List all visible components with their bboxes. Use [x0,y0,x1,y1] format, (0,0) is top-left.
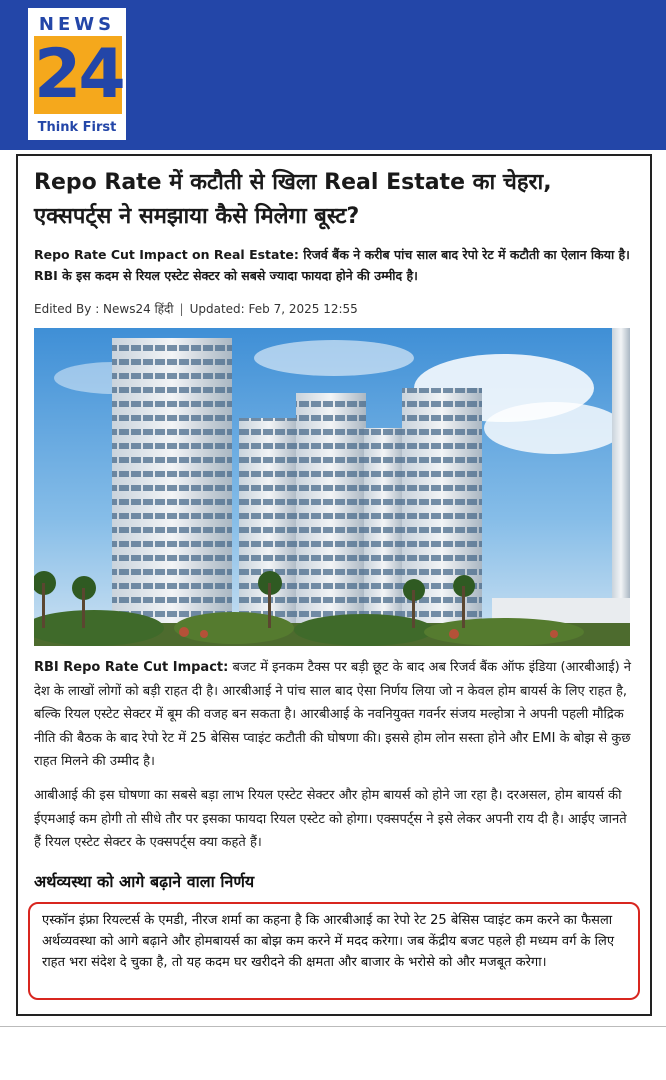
article-meta [34,300,634,317]
expert-quote-box: एस्कॉन इंफ्रा रियल्टर्स के एमडी, नीरज शर्मा का कहना है कि आरबीआई का रेपो रेट 25 बेसिस प्वाइंट कम करने का फैसला अर्थव्यवस्था को आगे बढ़ाने और होमबायर्स का बोझ कम करने में मदद करेगा। जब केंद्रीय बजट पहले ही मध्यम वर्ग के लिए राहत भरा संदेश दे चुका है, तो यह कदम घर खरीदने की क्षमता और बाजार के भरोसे को और मजबूत करेगा। [28,902,640,1000]
meta-separator: | [179,302,184,316]
article-headline: Repo Rate में कटौती से खिला Real Estate का चेहरा, एक्सपर्ट्स ने समझाया कैसे मिलेगा बूस्ट? [34,170,552,229]
article-paragraph-2: आबीआई की इस घोषणा का सबसे बड़ा लाभ रियल एस्टेट सेक्टर और होम बायर्स को होने जा रहा है। दरअसल, होम बायर्स की ईएमआई कम होगी तो सीधे तौर पर इसका फायदा रियल एस्टेट को होगा। एक्सपर्ट्स ने इसे लेकर अपनी राय दी है। आईए जानते हैं रियल एस्टेट सेक्टर के एक्सपर्ट्स क्या कहते हैं। [34,788,627,850]
logo-brand-text: NEWS [38,14,116,35]
section-subheading: अर्थव्यस्था को आगे बढ़ाने वाला निर्णय [34,872,255,891]
summary-lead: Repo Rate Cut Impact on Real Estate: [34,247,299,262]
logo-tagline: Think First [37,120,117,135]
bottom-divider [0,1026,666,1027]
news24-logo[interactable] [28,8,126,140]
article-card [16,154,652,1016]
article-paragraph-1 [34,656,634,774]
building-photo [34,328,630,646]
edited-by: Edited By : News24 हिंदी [34,302,174,316]
paragraph-1-text: बजट में इनकम टैक्स पर बड़ी छूट के बाद अब रिजर्व बैंक ऑफ इंडिया (आरबीआई) ने देश के लाखों लोगों को बड़ी राहत दी है। आरबीआई ने पांच साल बाद ऐसा निर्णय लिया जो न केवल होम बायर्स के लिए राहत है, बल्कि रियल एस्टेट सेक्टर में बूम की वजह बन सकता है। आरबीआई के नवनियुक्त गवर्नर संजय मल्होत्रा ने अपनी पहली मौद्रिक नीति की बैठक के बाद रेपो रेट में 25 बेसिस प्वाइंट कटौती की घोषणा की। इससे होम लोन सस्ता होने और EMI के बोझ से कुछ राहत मिलने की उम्मीद है। [34,660,632,769]
article-summary [34,244,634,286]
paragraph-1-lead: RBI Repo Rate Cut Impact: [34,660,229,675]
logo-number: 24 [34,35,123,114]
updated-date: Updated: Feb 7, 2025 12:55 [189,302,358,316]
summary-text: रिजर्व बैंक ने करीब पांच साल बाद रेपो रेट में कटौती का ऐलान किया है। RBI के इस कदम से रियल एस्टेट सेक्टर को सबसे ज्यादा फायदा होने की उम्मीद है। [34,247,630,283]
